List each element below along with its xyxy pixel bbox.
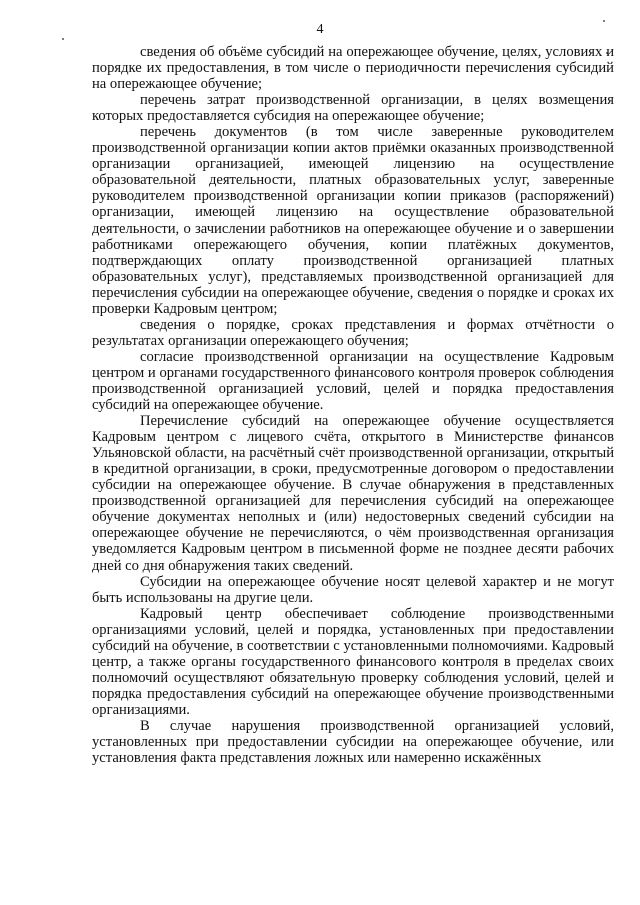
body-text [92,44,614,766]
paragraph-transfer: Перечисление субсидий на опережающее обучение осуществляется Кадровым центром с лицевого счёта, открытого в Министерстве финансов Ульяновской области, на расчётный счёт производственной организации, открытый в кредитной организации, в сроки, предусмотренные договором о предоставлении субсидии на опережающее обучение. В случае обнаружения в представленных производственной организацией для перечисления субсидий на опережающее обучение документах неполных и (или) недостоверных сведений субсидии на опережающее обучение не перечисляются, о чём производственная организация уведомляется Кадровым центром в письменной форме не позднее десяти рабочих дней со дня обнаружения таких сведений. [92,413,614,574]
scan-speck [62,38,64,40]
paragraph-document-list: перечень документов (в том числе заверенные руководителем производственной организации копии актов приёмки оказанных производственной организации организацией, имеющей лицензию на осуществление образовательной деятельности, платных образовательных услуг, заверенные руководителем производственной организации копии приказов (распоряжений) организации, имеющей лицензию на осуществление образовательной деятельности, о зачислении работников на опережающее обучение и о завершении работниками опережающего обучения, копии платёжных документов, подтверждающих оплату производственной организацией платных образовательных услуг), представляемых производственной организацией для перечисления субсидии на опережающее обучение, сведения о порядке и сроках их проверки Кадровым центром; [92,124,614,317]
paragraph-subsidy-info: сведения об объёме субсидий на опережающее обучение, целях, условиях и порядке их предоставления, в том числе о периодичности перечисления субсидий на опережающее обучение; [92,44,614,93]
paragraph-compliance: Кадровый центр обеспечивает соблюдение производственными организациями условий, целей и порядка, установленных при предоставлении субсидий на обучение, в соответствии с установленными полномочиями. Кадровый центр, а также органы государственного финансового контроля в пределах своих полномочий осуществляют обязательную проверку соблюдения условий, целей и порядка предоставления субсидий на опережающее обучение производственными организациями. [92,605,614,718]
page-number: 4 [316,22,324,37]
paragraph-cost-list: перечень затрат производственной организации, в целях возмещения которых предоставляется субсидия на опережающее обучение; [92,92,614,125]
paragraph-targeted-use: Субсидии на опережающее обучение носят целевой характер и не могут быть использованы на другие цели. [92,573,614,606]
paragraph-reporting: сведения о порядке, сроках представления и формах отчётности о результатах организации опережающего обучения; [92,316,614,349]
paragraph-consent: согласие производственной организации на осуществление Кадровым центром и органами государственного финансового контроля проверок соблюдения производственной организацией условий, целей и порядка предоставления субсидий на опережающее обучение. [92,348,614,414]
paragraph-violation: В случае нарушения производственной организацией условий, установленных при предоставлении субсидии на опережающее обучение, или установления факта представления ложных или намеренно искажённых [92,717,614,767]
